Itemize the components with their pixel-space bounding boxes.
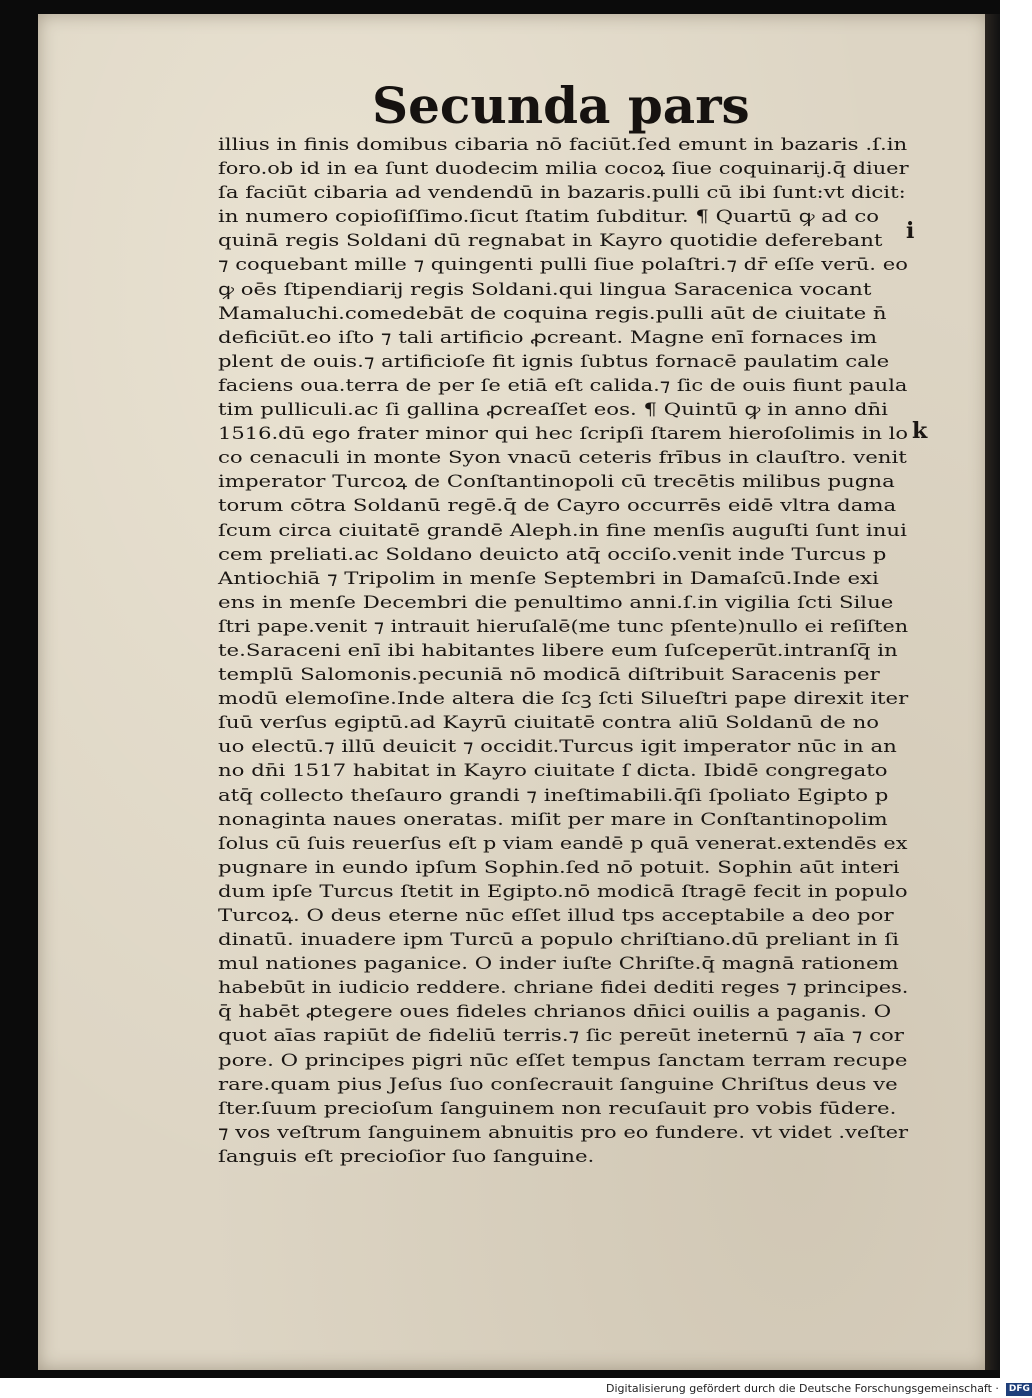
text-line: Antiochiā ⁊ Tripolim in menſe Septembri in Damaſcū.Inde exi — [218, 568, 879, 589]
text-line: Turcoꝝ. O deus eterne nūc eſſet illud tps acceptabile a deo por — [218, 906, 894, 926]
text-line: tim pulliculi.ac ſi gallina ꝓcreaſſet eos. ¶ Quintū ꝙ in anno dn̄i — [218, 400, 888, 421]
text-line: ens in menſe Decembri die penultimo anni.ſ.in vigilia ſcti Silue — [218, 592, 894, 613]
text-line: plent de ouis.⁊ artificioſe fit ignis ſubtus fornacē paulatim cale — [218, 351, 890, 372]
text-line: faciens oua.terra de per ſe etiā eſt calida.⁊ ſic de ouis fiunt paula — [218, 375, 908, 396]
text-line: te.Saraceni enī ibi habitantes libere eum ſuſceperūt.intranſq̄ in — [218, 640, 898, 661]
text-line: torum cōtra Soldanū regē.q̄ de Cayro occurrēs eidē vltra dama — [218, 496, 897, 517]
text-line: ſter.ſuum precioſum ſanguinem non recuſauit pro vobis fūdere. — [218, 1098, 897, 1119]
text-line: nonaginta naues oneratas. miſit per mare in Conſtantinopolim — [218, 809, 888, 830]
text-line: quot aīas rapiūt de fideliū terris.⁊ ſic pereūt ineternū ⁊ aīa ⁊ cor — [218, 1026, 904, 1047]
text-line: atq̄ collecto theſauro grandi ⁊ ineſtimabili.q̄ſi ſpoliato Egipto p — [218, 785, 889, 806]
text-line: no dn̄i 1517 habitat in Kayro ciuitate ſ dicta. Ibidē congregato — [218, 761, 888, 782]
text-line: pore. O principes pigri nūc eſſet tempus ſanctam terram recupe — [218, 1050, 908, 1071]
text-line: co cenaculi in monte Syon vnacū ceteris frībus in clauſtro. venit — [218, 448, 907, 469]
text-line: 1516.dū ego frater minor qui hec ſcripſi ſtarem hieroſolimis in lo — [218, 424, 909, 445]
footer-credit-text: Digitalisierung gefördert durch die Deutsche Forschungsgemeinschaft · — [606, 1382, 999, 1395]
text-line: Mamaluchi.comedebāt de coquina regis.pulli aūt de ciuitate n̄ — [218, 303, 887, 324]
page-heading: Secunda pars — [372, 76, 750, 135]
text-line: illius in finis domibus cibaria nō faciūt.ſed emunt in bazaris .ſ.in — [218, 135, 908, 155]
page-edge — [985, 14, 1000, 1370]
text-line: ſcum circa ciuitatē grandē Aleph.in fine menſis auguſti ſunt inui — [218, 520, 907, 541]
text-line: modū elemoſine.Inde altera die ſcꝫ ſcti Silueſtri pape direxit iter — [218, 689, 909, 710]
text-line: imperator Turcoꝝ de Conſtantinopoli cū trecētis milibus pugna — [218, 472, 895, 493]
text-line: ſuū verſus egiptū.ad Kayrū ciuitatē contra aliū Soldanū de no — [218, 713, 880, 734]
text-line: rare.quam pius Jeſus ſuo conſecrauit ſanguine Chriſtus deus ve — [218, 1074, 898, 1095]
text-line: ſa faciūt cibaria ad vendendū in bazaris.pulli cū ibi ſunt:vt dicit: — [218, 183, 906, 204]
text-line: uo electū.⁊ illū deuicit ⁊ occidit.Turcus igit imperator nūc in an — [218, 737, 897, 758]
margin-mark-k: k — [912, 418, 928, 444]
text-line: ꝙ oēs ſtipendiarij regis Soldani.qui lingua Saracenica vocant — [218, 279, 872, 300]
body-text — [218, 133, 918, 1169]
text-line: habebūt in iudicio reddere. chriane fidei dediti reges ⁊ principes. — [218, 978, 909, 999]
text-line: cem preliati.ac Soldano deuicto atq̄ occiſo.venit inde Turcus p — [218, 544, 887, 565]
text-line: ⁊ vos veſtrum ſanguinem abnuitis pro eo fundere. vt videt .veſter — [218, 1122, 909, 1143]
text-line: deficiūt.eo iſto ⁊ tali artificio ꝓcreant. Magne enī fornaces im — [218, 327, 877, 348]
text-line: templū Salomonis.pecuniā nō modicā diſtribuit Saracenis per — [218, 665, 880, 686]
text-line: quinā regis Soldani dū regnabat in Kayro quotidie deferebant — [218, 231, 883, 252]
text-line: q̄ habēt ꝓtegere oues fideles chrianos dn̄ici ouilis a paganis. O — [218, 1002, 892, 1023]
text-line: ſanguis eſt precioſior ſuo ſanguine. — [218, 1146, 595, 1167]
text-line: foro.ob id in ea ſunt duodecim milia cocoꝝ ſiue coquinarij.q̄ diuer — [218, 159, 909, 180]
text-line: ſolus cū ſuis reuerſus eſt p viam eandē p quā venerat.extendēs ex — [218, 833, 908, 854]
margin-mark-i: i — [906, 218, 915, 244]
text-line: ſtri pape.venit ⁊ intrauit hieruſalē(me tunc pſente)nullo ei reſiſten — [218, 616, 909, 637]
text-line: ⁊ coquebant mille ⁊ quingenti pulli ſiue polaſtri.⁊ dr̄ eſſe verū. eo — [218, 255, 908, 276]
text-line: mul nationes paganice. O inder iuſte Chriſte.q̄ magnā rationem — [218, 954, 899, 975]
footer-credit — [606, 1380, 1032, 1398]
text-line: in numero copioſiſſimo.ſicut ſtatim ſubditur. ¶ Quartū ꝙ ad co — [218, 207, 880, 228]
dfg-logo: DFG — [1006, 1383, 1032, 1396]
text-line: pugnare in eundo ipſum Sophin.ſed nō potuit. Sophin aūt interi — [218, 857, 900, 878]
text-line: dinatū. inuadere ipm Turcū a populo chriſtiano.dū preliant in ſi — [218, 930, 899, 951]
text-line: dum ipſe Turcus ſtetit in Egipto.nō modicā ſtragē fecit in populo — [218, 881, 908, 902]
